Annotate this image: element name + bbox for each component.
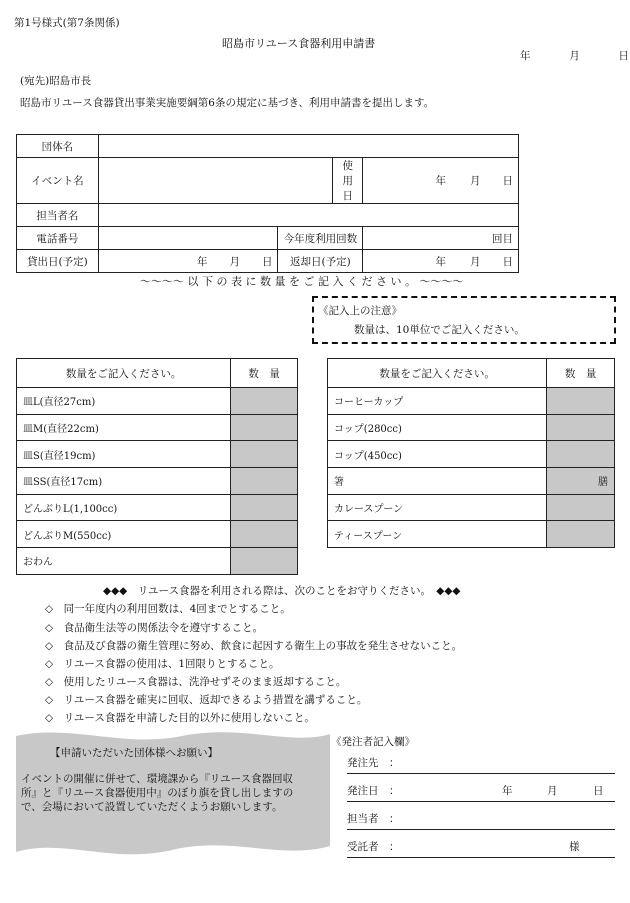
item-label: 皿S(直径19cm) xyxy=(17,441,231,468)
table-row xyxy=(328,388,615,415)
qty-cell[interactable] xyxy=(231,548,298,575)
item-label: ティースプーン xyxy=(328,521,547,548)
item-label: カレースプーン xyxy=(328,494,547,521)
use-date-year: 年 xyxy=(435,175,446,187)
lend-date-year: 年 xyxy=(196,255,208,268)
qty-cell[interactable] xyxy=(231,441,298,468)
item-label: コップ(450cc) xyxy=(328,441,547,468)
use-date-field[interactable] xyxy=(363,158,519,204)
table-row xyxy=(17,441,298,468)
qty-cell[interactable] xyxy=(231,494,298,521)
qty-cell[interactable] xyxy=(547,388,615,415)
qty-cell[interactable] xyxy=(547,494,615,521)
rule-item: ◇ リユース食器を確実に回収、返却できるよう措置を講ずること。 xyxy=(45,694,368,706)
orderer-person-label: 担当者 ： xyxy=(347,813,400,825)
note-box xyxy=(312,296,616,344)
destination-label: 発注先 ： xyxy=(347,757,400,769)
addressee: (宛先)昭島市長 xyxy=(20,75,92,87)
phone-label: 電話番号 xyxy=(17,227,99,250)
left-header-qty: 数 量 xyxy=(231,359,298,388)
orderer-person-row[interactable] xyxy=(347,811,615,830)
order-date-day: 日 xyxy=(593,785,604,797)
order-date-year: 年 xyxy=(502,785,513,797)
qty-cell[interactable] xyxy=(547,414,615,441)
left-header-item: 数量をご記入ください。 xyxy=(17,359,231,388)
date-year-label: 年 xyxy=(520,50,531,62)
date-day-label: 日 xyxy=(618,50,629,62)
left-table-header xyxy=(17,359,298,388)
order-date-month: 月 xyxy=(547,785,558,797)
use-count-field[interactable] xyxy=(363,227,519,250)
lend-date-day: 日 xyxy=(261,255,273,268)
group-name-label: 団体名 xyxy=(17,135,99,158)
table-row xyxy=(17,494,298,521)
right-header-item: 数量をご記入ください。 xyxy=(328,359,547,388)
item-label: コップ(280cc) xyxy=(328,414,547,441)
return-date-field[interactable] xyxy=(363,250,519,273)
qty-cell[interactable] xyxy=(231,388,298,415)
event-name-label: イベント名 xyxy=(17,158,99,204)
return-date-label: 返却日(予定) xyxy=(278,250,363,273)
qty-cell[interactable] xyxy=(547,441,615,468)
person-label: 担当者名 xyxy=(17,204,99,227)
table-row xyxy=(328,521,615,548)
person-field[interactable] xyxy=(98,204,518,227)
row-phone xyxy=(17,227,519,250)
orderer-destination-row[interactable] xyxy=(347,755,615,774)
item-label: どんぶりM(550cc) xyxy=(17,521,231,548)
date-month-label: 月 xyxy=(569,50,580,62)
return-date-month: 月 xyxy=(470,255,481,268)
use-date-day: 日 xyxy=(502,175,513,187)
item-label: コーヒーカップ xyxy=(328,388,547,415)
item-label: 皿M(直径22cm) xyxy=(17,414,231,441)
orderer-title: 《発注者記入欄》 xyxy=(331,736,415,748)
qty-cell-chopsticks[interactable] xyxy=(547,468,615,495)
note-title: 《記入上の注意》 xyxy=(318,305,402,317)
rule-item: ◇ 同一年度内の利用回数は、4回までとすること。 xyxy=(45,603,291,615)
table-row xyxy=(17,468,298,495)
qty-cell[interactable] xyxy=(547,521,615,548)
intro-text: 昭島市リユース食器貸出事業実施要綱第6条の規定に基づき、利用申請書を提出します。 xyxy=(20,97,435,109)
use-count-label: 今年度利用回数 xyxy=(278,227,363,250)
form-number: 第1号様式(第7条関係) xyxy=(14,17,120,29)
contractor-label: 受託者 ： xyxy=(347,841,400,853)
qty-cell[interactable] xyxy=(231,468,298,495)
table-row xyxy=(328,468,615,495)
group-name-field[interactable] xyxy=(98,135,518,158)
divider-text: ～～～～ 以 下 の 表 に 数 量 を ご 記 入 く だ さ い 。 ～～～～ xyxy=(140,275,464,288)
item-label: 箸 xyxy=(328,468,547,495)
header-date xyxy=(520,48,629,63)
request-line: イベントの開催に併せて、環境課から『リユース食器回収 xyxy=(21,773,294,785)
rule-item: ◇ リユース食器を申請した目的以外に使用しないこと。 xyxy=(45,712,315,724)
table-row xyxy=(17,388,298,415)
times-suffix: 回目 xyxy=(492,232,513,245)
table-row xyxy=(17,521,298,548)
use-date-label: 使用日 xyxy=(333,158,363,204)
item-label: どんぶりL(1,100cc) xyxy=(17,494,231,521)
item-label: おわん xyxy=(17,548,231,575)
request-box-title: 【申請いただいた団体様へお願い】 xyxy=(50,747,218,759)
lend-date-month: 月 xyxy=(229,255,240,268)
return-date-year: 年 xyxy=(435,255,446,268)
row-event xyxy=(17,158,519,204)
sama-label: 様 xyxy=(569,841,580,853)
table-row xyxy=(328,441,615,468)
right-table-header xyxy=(328,359,615,388)
request-line: 所』と『リユース食器使用中』のぼり旗を貸し出しますの xyxy=(21,787,294,799)
table-row xyxy=(17,414,298,441)
item-label: 皿L(直径27cm) xyxy=(17,388,231,415)
rule-item: ◇ 食品及び食器の衛生管理に努め、飲食に起因する衛生上の事故を発生させないこと。 xyxy=(45,640,463,652)
table-row xyxy=(328,414,615,441)
table-row xyxy=(17,548,298,575)
rule-item: ◇ 食品衛生法等の関係法令を遵守すること。 xyxy=(45,622,264,634)
qty-cell[interactable] xyxy=(231,414,298,441)
note-body: 数量は、10単位でご記入ください。 xyxy=(354,324,525,336)
rule-item: ◇ 使用したリユース食器は、洗浄せずそのまま返却すること。 xyxy=(45,676,347,688)
row-lend-return xyxy=(17,250,519,273)
request-line: で、会場において設置していただくようお願いします。 xyxy=(21,801,283,813)
return-date-day: 日 xyxy=(502,255,513,268)
item-label: 皿SS(直径17cm) xyxy=(17,468,231,495)
rules-heading: ◆◆◆ リユース食器を利用される際は、次のことをお守りください。 ◆◆◆ xyxy=(103,585,461,597)
page-title: 昭島市リユース食器利用申請書 xyxy=(222,37,376,50)
order-date-label: 発注日 ： xyxy=(347,785,400,797)
row-group-name xyxy=(17,135,519,158)
rule-item: ◇ リユース食器の使用は、1回限りとすること。 xyxy=(45,658,280,670)
lend-date-label: 貸出日(予定) xyxy=(17,250,99,273)
right-quantity-table xyxy=(327,358,615,548)
orderer-date-row[interactable] xyxy=(347,783,615,802)
table-row xyxy=(328,494,615,521)
chopsticks-unit: 膳 xyxy=(598,477,608,489)
lend-date-field[interactable] xyxy=(98,250,278,273)
phone-field[interactable] xyxy=(98,227,278,250)
right-header-qty: 数 量 xyxy=(547,359,615,388)
application-table xyxy=(16,134,519,273)
row-person xyxy=(17,204,519,227)
use-date-month: 月 xyxy=(470,175,481,187)
event-name-field[interactable] xyxy=(98,158,332,204)
left-quantity-table xyxy=(16,358,298,575)
orderer-contractor-row[interactable] xyxy=(347,839,615,858)
qty-cell[interactable] xyxy=(231,521,298,548)
